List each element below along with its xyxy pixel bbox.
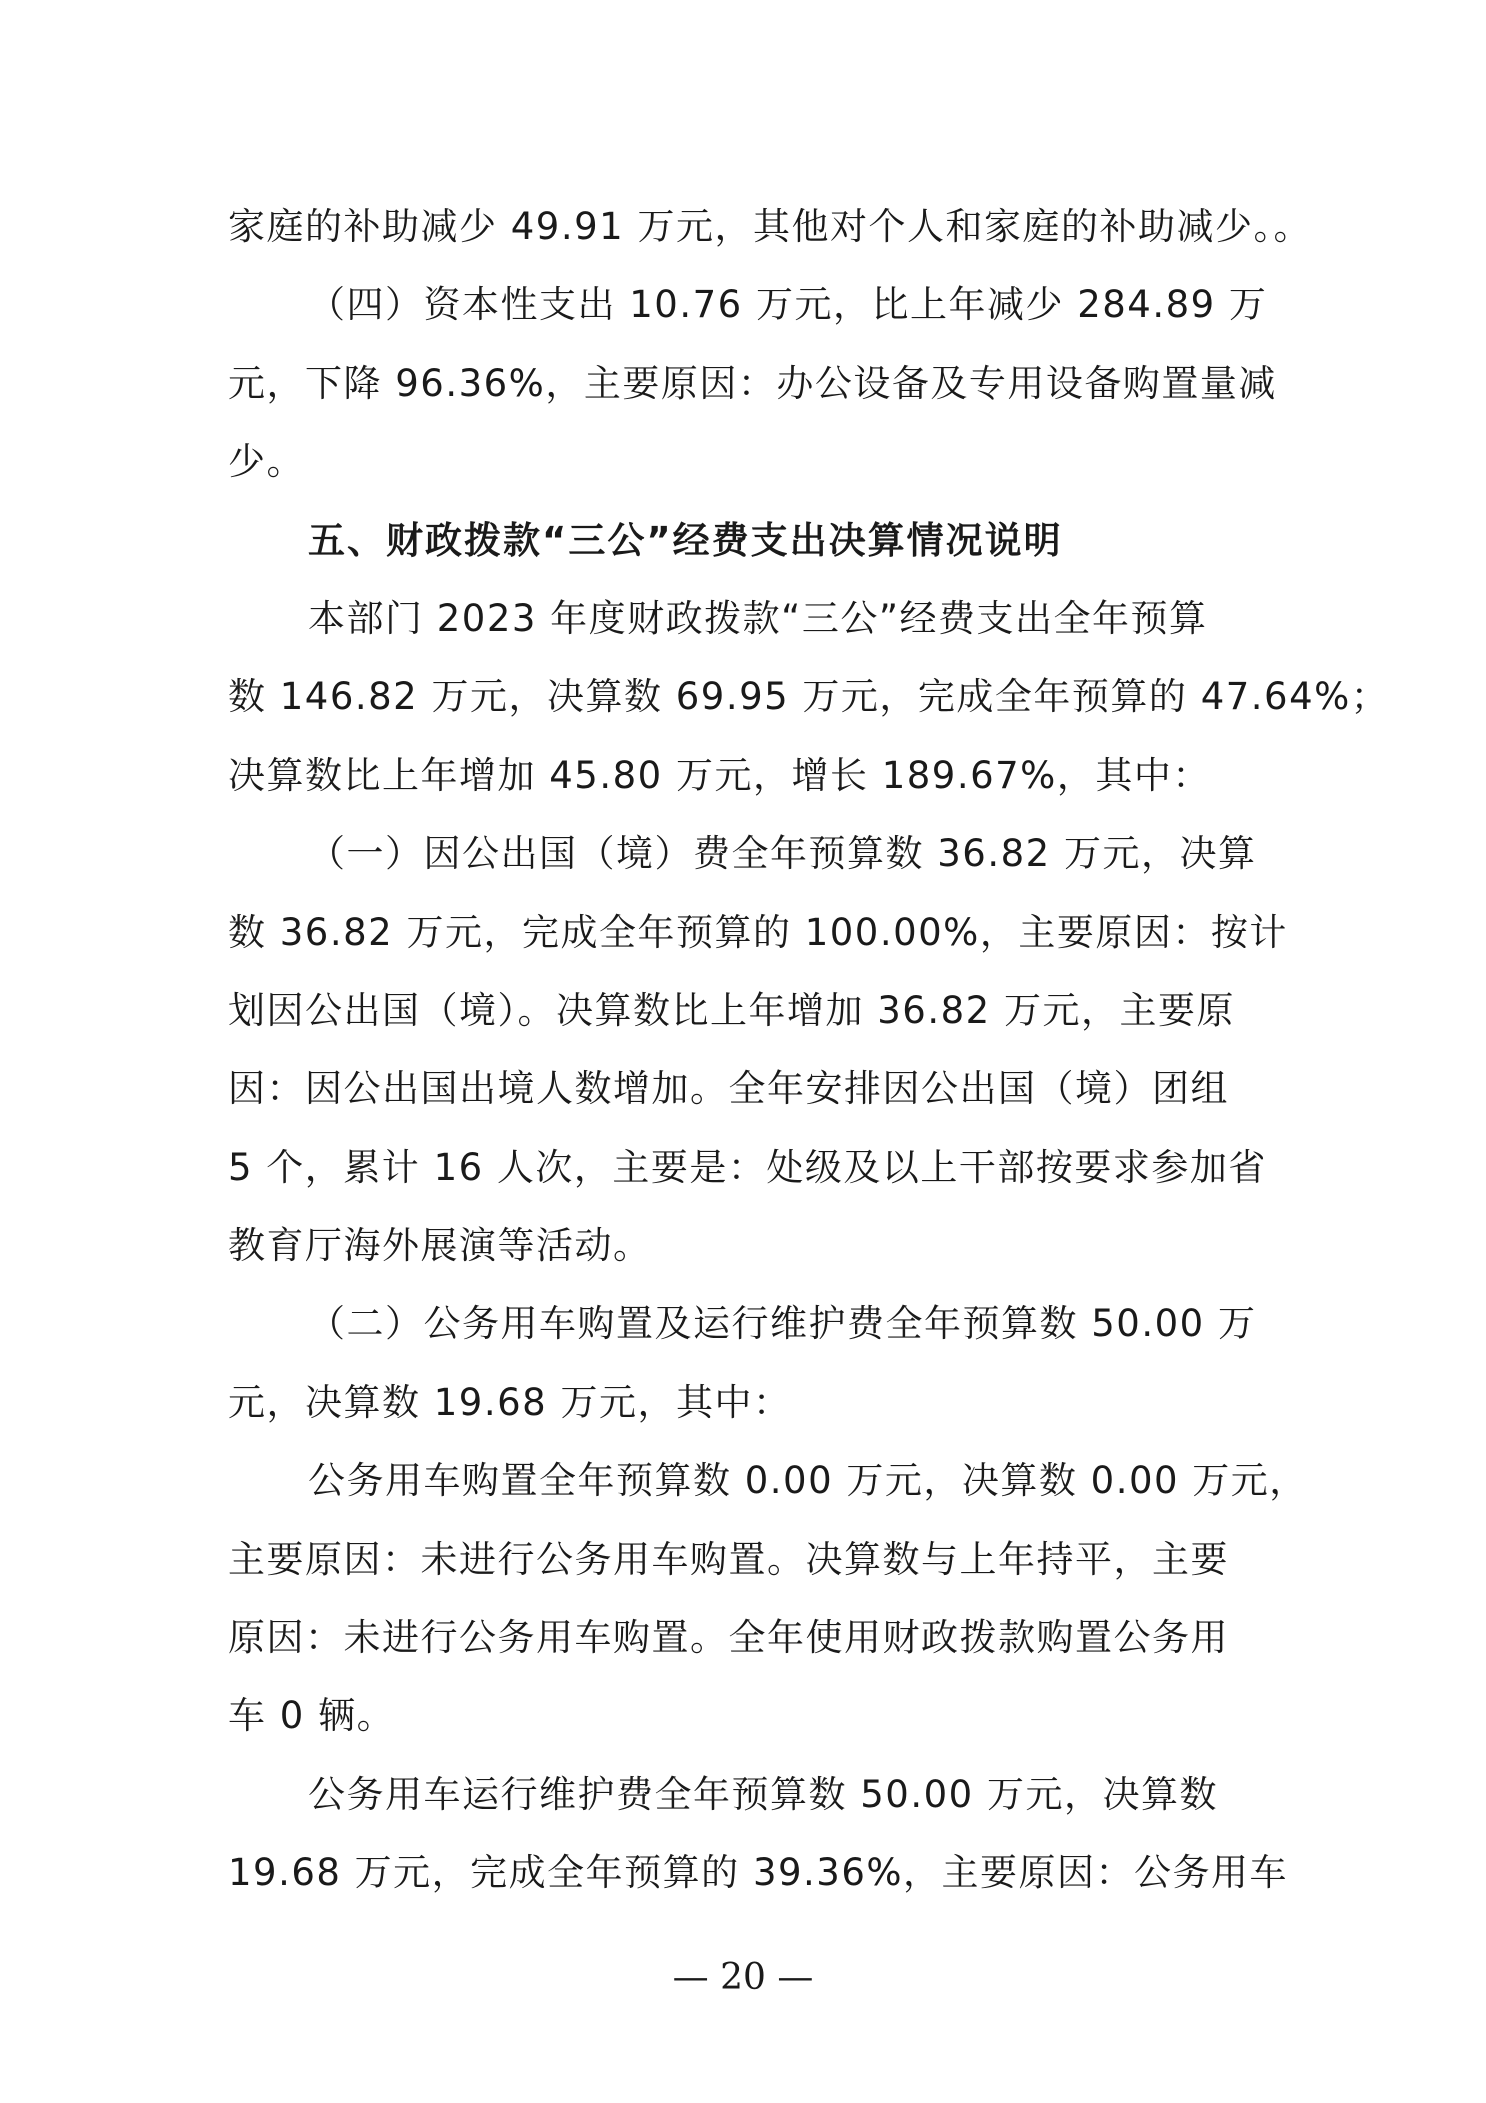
text-line: 主要原因：未进行公务用车购置。决算数与上年持平，主要 <box>228 1537 1229 1581</box>
section-heading: 五、财政拨款“三公”经费支出决算情况说明 <box>308 518 1063 562</box>
text-line: 家庭的补助减少 49.91 万元，其他对个人和家庭的补助减少。。 <box>228 205 1312 248</box>
text-line: 本部门 2023 年度财政拨款“三公”经费支出全年预算 <box>308 596 1208 640</box>
text-line: （四）资本性支出 10.76 万元，比上年减少 284.89 万 <box>308 283 1268 327</box>
text-line: 划因公出国（境）。决算数比上年增加 36.82 万元，主要原 <box>228 988 1235 1032</box>
body-text <box>228 188 1390 1913</box>
text-line: （一）因公出国（境）费全年预算数 36.82 万元，决算 <box>308 832 1257 876</box>
text-line: 原因：未进行公务用车购置。全年使用财政拨款购置公务用 <box>228 1616 1229 1660</box>
text-line: 19.68 万元，完成全年预算的 39.36%，主要原因：公务用车 <box>228 1851 1289 1895</box>
text-line: 因：因公出国出境人数增加。全年安排因公出国（境）团组 <box>228 1067 1229 1111</box>
page-number: — 20 — <box>672 1957 814 1998</box>
text-line: 决算数比上年增加 45.80 万元，增长 189.67%，其中： <box>228 753 1211 797</box>
text-line: 公务用车运行维护费全年预算数 50.00 万元，决算数 <box>308 1772 1218 1816</box>
text-line: 少。 <box>228 440 305 484</box>
text-line: 元，下降 96.36%，主要原因：办公设备及专用设备购置量减 <box>228 361 1277 405</box>
text-line: 5 个，累计 16 人次，主要是：处级及以上干部按要求参加省 <box>228 1145 1267 1189</box>
text-line: （二）公务用车购置及运行维护费全年预算数 50.00 万 <box>308 1302 1257 1346</box>
text-line: 教育厅海外展演等活动。 <box>228 1224 652 1268</box>
text-line: 数 146.82 万元，决算数 69.95 万元，完成全年预算的 47.64%； <box>228 675 1390 719</box>
text-line: 数 36.82 万元，完成全年预算的 100.00%，主要原因：按计 <box>228 910 1288 954</box>
text-line: 车 0 辆。 <box>228 1694 396 1738</box>
text-line: 公务用车购置全年预算数 0.00 万元，决算数 0.00 万元， <box>308 1459 1308 1503</box>
text-line: 元，决算数 19.68 万元，其中： <box>228 1380 792 1424</box>
